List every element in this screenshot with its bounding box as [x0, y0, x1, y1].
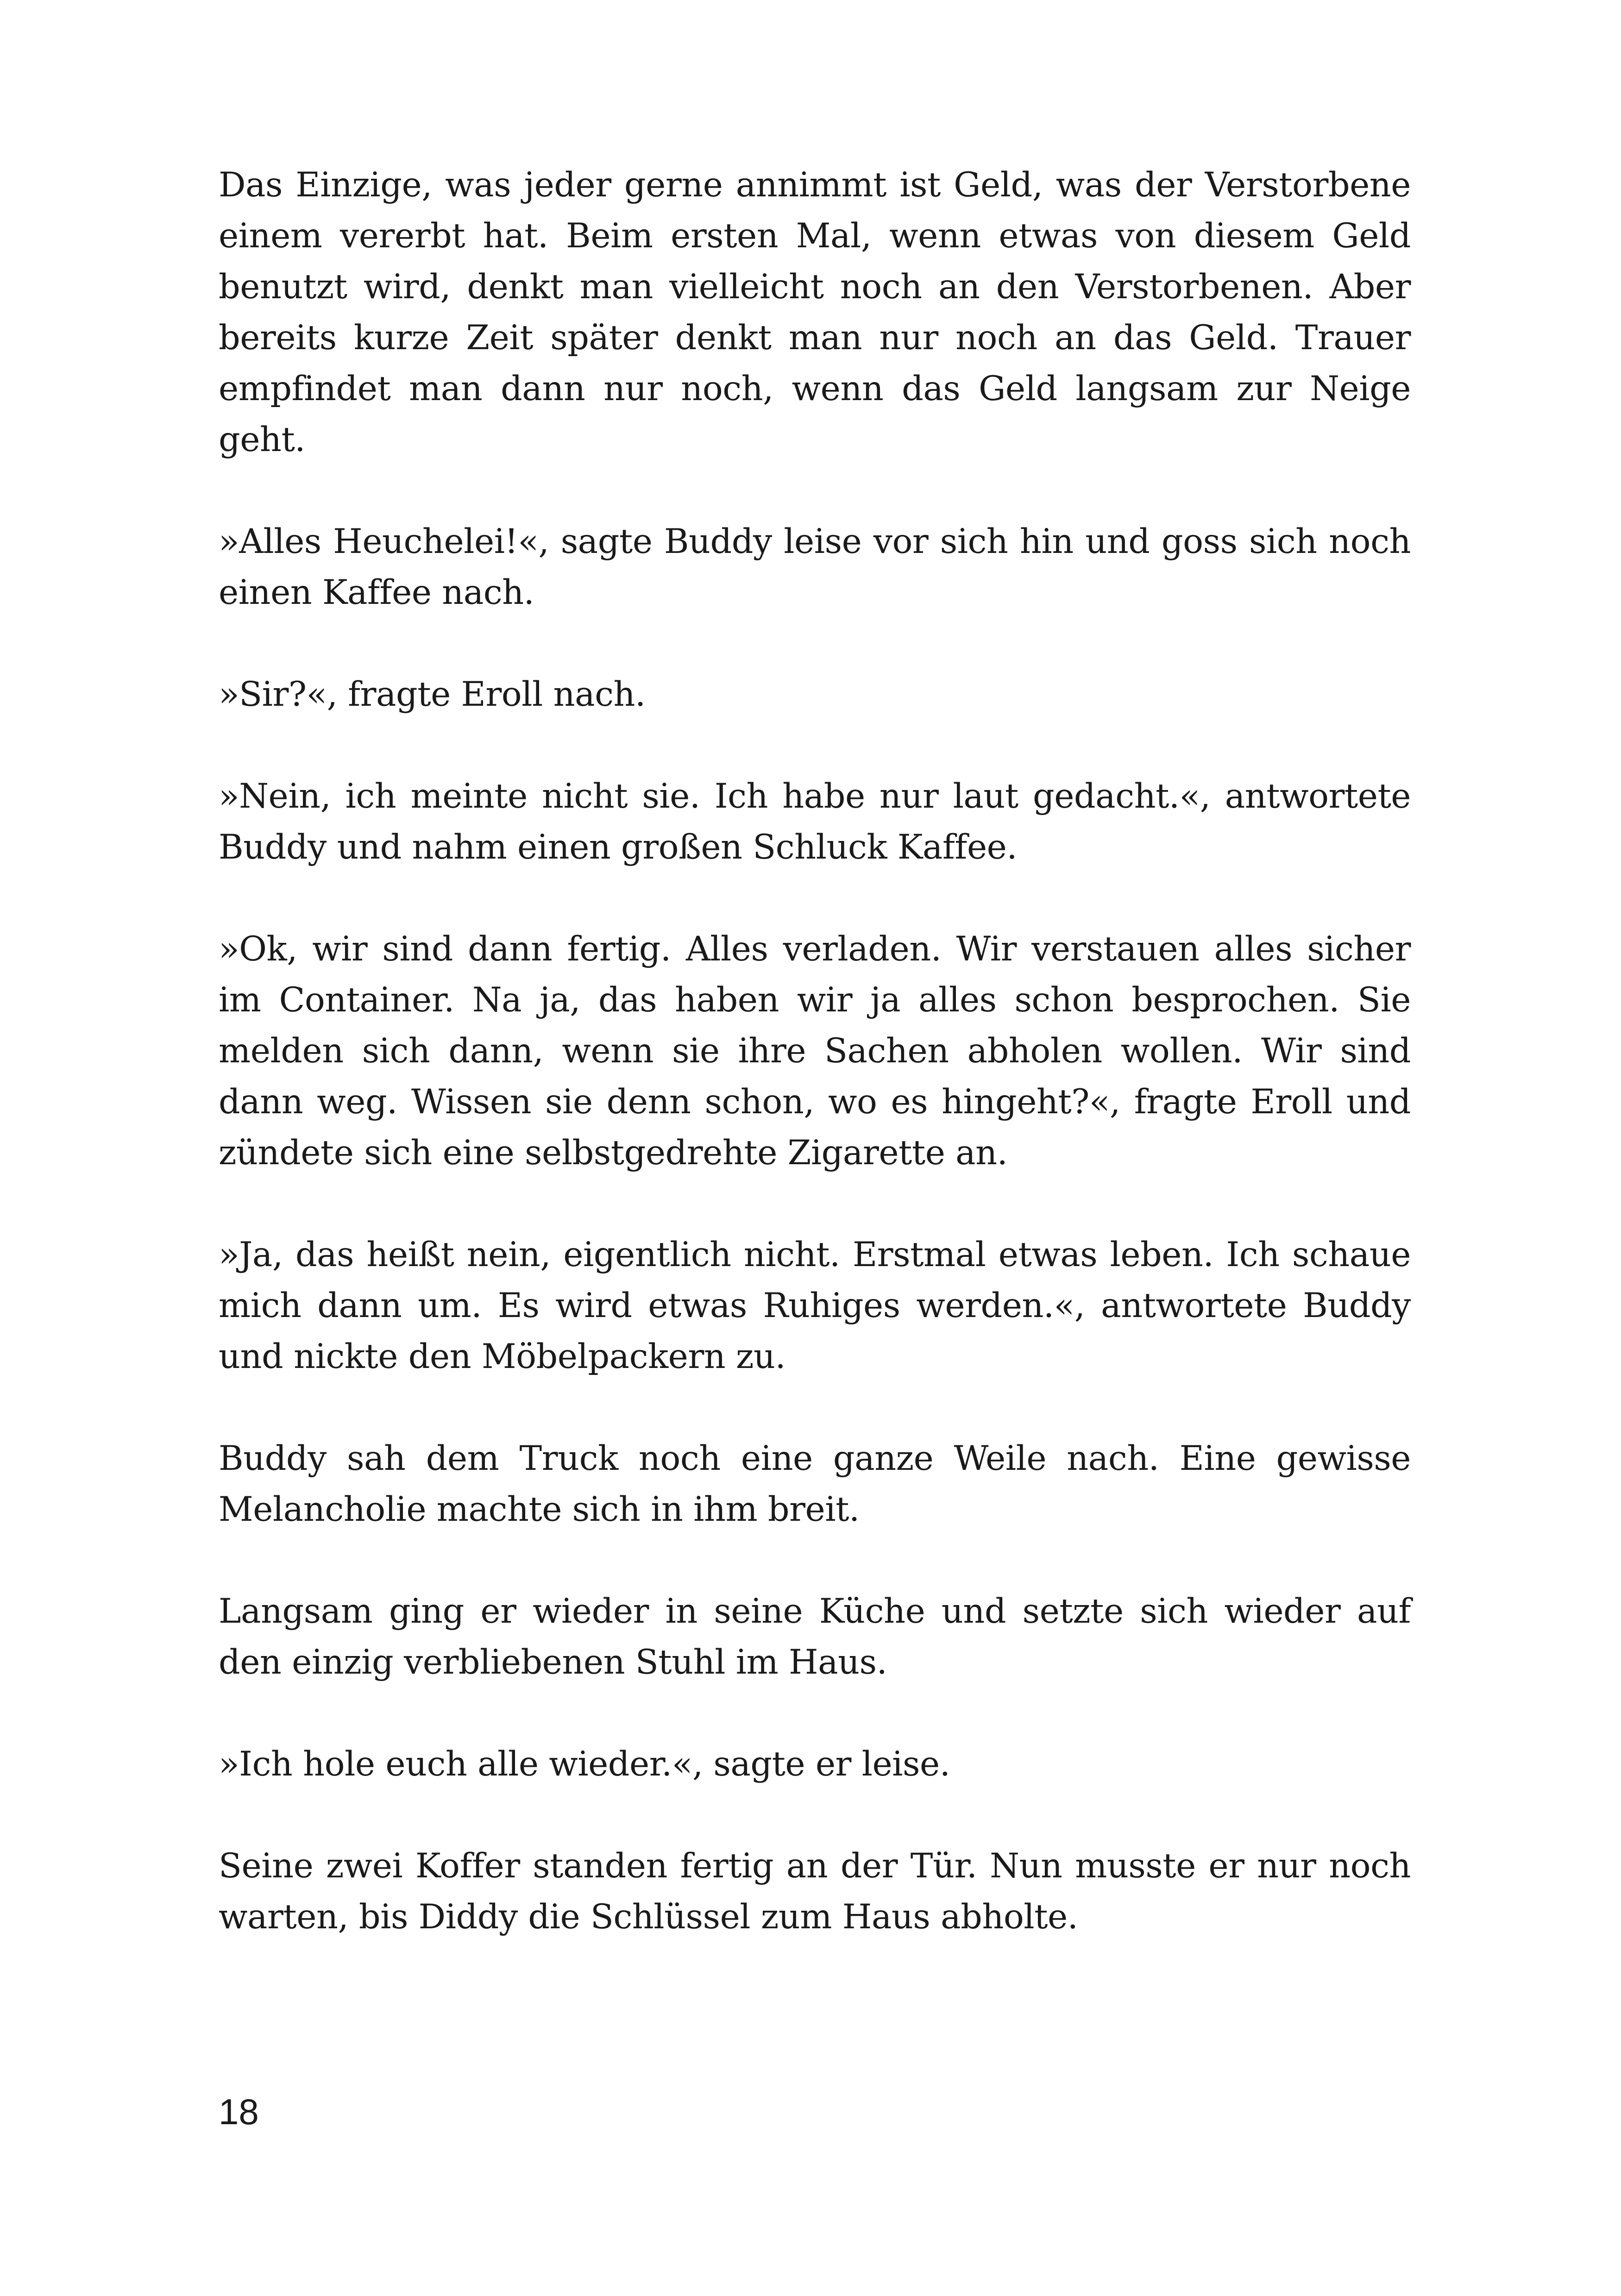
paragraph: Das Einzige, was jeder gerne annimmt ist Geld, was der Verstorbene einem vererbt hat. Beim ersten Mal, wenn etwas von diesem Geld benutzt wird, denkt man vielleicht noch an den Verstorbenen. Aber bereits kurze Zeit später denkt man nur noch an das Geld. Trauer empfindet man dann nur noch, wenn das Geld langsam zur Neige geht.: [219, 165, 1411, 459]
body-text: [219, 160, 1411, 1994]
page-number: 18: [219, 2091, 259, 2132]
paragraph: Langsam ging er wieder in seine Küche und setzte sich wieder auf den einzig verbliebenen Stuhl im Haus.: [219, 1592, 1411, 1682]
paragraph: »Nein, ich meinte nicht sie. Ich habe nur laut gedacht.«, antwortete Buddy und nahm einen großen Schluck Kaffee.: [219, 777, 1411, 867]
paragraph: »Alles Heuchelei!«, sagte Buddy leise vor sich hin und goss sich noch einen Kaffee nach.: [219, 522, 1411, 612]
paragraph: »Ja, das heißt nein, eigentlich nicht. Erstmal etwas leben. Ich schaue mich dann um. Es wird etwas Ruhiges werden.«, antwortete Buddy und nickte den Möbelpackern zu.: [219, 1235, 1411, 1376]
paragraph: Seine zwei Koffer standen fertig an der Tür. Nun musste er nur noch warten, bis Diddy die Schlüssel zum Haus abholte.: [219, 1846, 1411, 1937]
paragraph: »Sir?«, fragte Eroll nach.: [219, 675, 646, 714]
paragraph: »Ich hole euch alle wieder.«, sagte er leise.: [219, 1744, 950, 1784]
paragraph: »Ok, wir sind dann fertig. Alles verladen. Wir verstauen alles sicher im Container. Na ja, das haben wir ja alles schon besprochen. Sie melden sich dann, wenn sie ihre Sachen abholen wollen. Wir sind dann weg. Wissen sie denn schon, wo es hingeht?«, fragte Eroll und zündete sich eine selbstgedrehte Zigarette an.: [219, 929, 1411, 1173]
paragraph: Buddy sah dem Truck noch eine ganze Weile nach. Eine gewisse Melancholie machte sich in ihm breit.: [219, 1439, 1411, 1529]
